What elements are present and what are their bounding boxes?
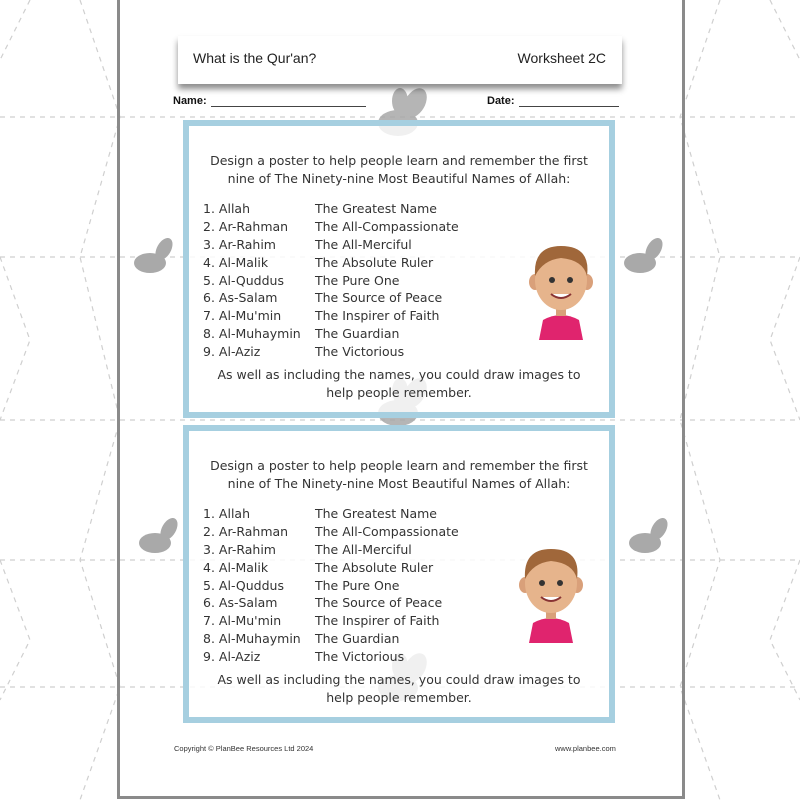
name-text: Al-Quddus <box>218 272 284 288</box>
card-intro <box>189 152 609 187</box>
row-number: 2. <box>203 218 215 234</box>
outro-line: As well as including the names, you could draw images to <box>217 672 581 687</box>
worksheet-number: Worksheet 2C <box>517 50 606 66</box>
name-row <box>203 523 459 541</box>
name-meaning: The All-Compassionate <box>315 523 459 539</box>
row-number: 2. <box>203 523 215 539</box>
name-meaning: The Source of Peace <box>315 595 443 611</box>
name-meaning: The Guardian <box>315 326 400 342</box>
divine-name <box>203 272 315 290</box>
name-text: Al-Muhaymin <box>218 631 301 647</box>
name-text: Al-Quddus <box>218 577 284 593</box>
row-number: 6. <box>203 290 215 306</box>
divine-name <box>203 648 315 666</box>
divine-name <box>203 254 315 272</box>
row-number: 7. <box>203 308 215 324</box>
worksheet-title: What is the Qur'an? <box>193 50 317 66</box>
row-number: 3. <box>203 541 215 557</box>
poster-task-card-2 <box>183 425 615 723</box>
name-meaning: The Guardian <box>315 631 400 647</box>
name-meaning: The Pure One <box>315 272 400 288</box>
bee-watermark-icon <box>615 515 675 560</box>
row-number: 1. <box>203 201 215 216</box>
name-meaning: The Victorious <box>315 344 405 360</box>
name-text: Al-Mu'min <box>218 613 282 629</box>
name-meaning: The Absolute Ruler <box>315 254 434 270</box>
row-number: 7. <box>203 613 215 629</box>
name-text: Al-Muhaymin <box>218 326 301 342</box>
copyright-text: Copyright © PlanBee Resources Ltd 2024 <box>174 744 314 753</box>
name-meaning: The Pure One <box>315 577 400 593</box>
divine-name <box>203 630 315 648</box>
name-label: Name: <box>173 95 207 107</box>
date-line[interactable] <box>519 106 619 107</box>
name-text: Al-Aziz <box>218 344 261 360</box>
date-field[interactable] <box>487 95 619 107</box>
name-row <box>203 594 459 612</box>
row-number: 8. <box>203 631 215 647</box>
row-number: 5. <box>203 577 215 593</box>
name-row <box>203 218 459 236</box>
name-text: Al-Mu'min <box>218 308 282 324</box>
divine-name <box>203 559 315 577</box>
divine-name <box>203 505 315 523</box>
name-meaning: The Absolute Ruler <box>315 559 434 575</box>
row-number: 3. <box>203 236 215 252</box>
names-list <box>203 200 459 361</box>
divine-name <box>203 218 315 236</box>
divine-name <box>203 289 315 307</box>
name-text: Allah <box>218 201 251 216</box>
row-number: 9. <box>203 649 215 665</box>
divine-name <box>203 541 315 559</box>
name-text: Allah <box>218 506 251 521</box>
name-row <box>203 630 459 648</box>
divine-name <box>203 307 315 325</box>
name-text: Al-Malik <box>218 559 269 575</box>
name-text: Ar-Rahim <box>218 541 276 557</box>
website-link[interactable]: www.planbee.com <box>555 744 616 753</box>
name-meaning: The All-Compassionate <box>315 218 459 234</box>
name-row <box>203 254 459 272</box>
name-row <box>203 272 459 290</box>
name-row <box>203 343 459 361</box>
outro-line: As well as including the names, you could draw images to <box>217 367 581 382</box>
boy-illustration <box>515 543 587 643</box>
row-number: 6. <box>203 595 215 611</box>
divine-name <box>203 577 315 595</box>
intro-line: Design a poster to help people learn and remember the first <box>210 458 588 473</box>
names-list <box>203 505 459 666</box>
date-label: Date: <box>487 95 515 107</box>
divine-name <box>203 200 315 218</box>
row-number: 4. <box>203 559 215 575</box>
row-number: 5. <box>203 272 215 288</box>
name-meaning: The All-Merciful <box>315 541 412 557</box>
boy-illustration <box>525 240 597 340</box>
name-row <box>203 541 459 559</box>
card-intro <box>189 457 609 492</box>
name-row <box>203 559 459 577</box>
name-meaning: The Inspirer of Faith <box>315 613 440 629</box>
divine-name <box>203 343 315 361</box>
row-number: 9. <box>203 344 215 360</box>
name-row <box>203 648 459 666</box>
name-row <box>203 325 459 343</box>
name-text: Al-Malik <box>218 254 269 270</box>
name-meaning: The Victorious <box>315 649 405 665</box>
intro-line: Design a poster to help people learn and remember the first <box>210 153 588 168</box>
name-row <box>203 612 459 630</box>
name-row <box>203 505 459 523</box>
name-row <box>203 236 459 254</box>
card-outro <box>189 671 609 706</box>
outro-line: help people remember. <box>326 689 472 705</box>
name-text: As-Salam <box>218 595 278 611</box>
divine-name <box>203 325 315 343</box>
bee-watermark-icon <box>610 235 670 280</box>
name-meaning: The Inspirer of Faith <box>315 308 440 324</box>
row-number: 8. <box>203 326 215 342</box>
name-text: Ar-Rahman <box>218 218 289 234</box>
row-number: 1. <box>203 506 215 521</box>
name-line[interactable] <box>211 106 366 107</box>
name-text: Ar-Rahim <box>218 236 276 252</box>
name-row <box>203 307 459 325</box>
name-text: Ar-Rahman <box>218 523 289 539</box>
bee-watermark-icon <box>120 235 180 280</box>
divine-name <box>203 612 315 630</box>
name-meaning: The All-Merciful <box>315 236 412 252</box>
name-row <box>203 577 459 595</box>
poster-task-card-1 <box>183 120 615 418</box>
worksheet-header <box>178 36 622 84</box>
outro-line: help people remember. <box>326 384 472 400</box>
intro-line: nine of The Ninety-nine Most Beautiful Names of Allah: <box>227 475 571 491</box>
name-meaning: The Greatest Name <box>315 201 437 216</box>
name-meaning: The Source of Peace <box>315 290 443 306</box>
bee-watermark-icon <box>125 515 185 560</box>
divine-name <box>203 594 315 612</box>
divine-name <box>203 236 315 254</box>
name-text: Al-Aziz <box>218 649 261 665</box>
name-meaning: The Greatest Name <box>315 506 437 521</box>
name-text: As-Salam <box>218 290 278 306</box>
intro-line: nine of The Ninety-nine Most Beautiful Names of Allah: <box>227 170 571 186</box>
name-row <box>203 289 459 307</box>
divine-name <box>203 523 315 541</box>
name-row <box>203 200 459 218</box>
row-number: 4. <box>203 254 215 270</box>
name-field[interactable] <box>173 95 366 107</box>
card-outro <box>189 366 609 401</box>
